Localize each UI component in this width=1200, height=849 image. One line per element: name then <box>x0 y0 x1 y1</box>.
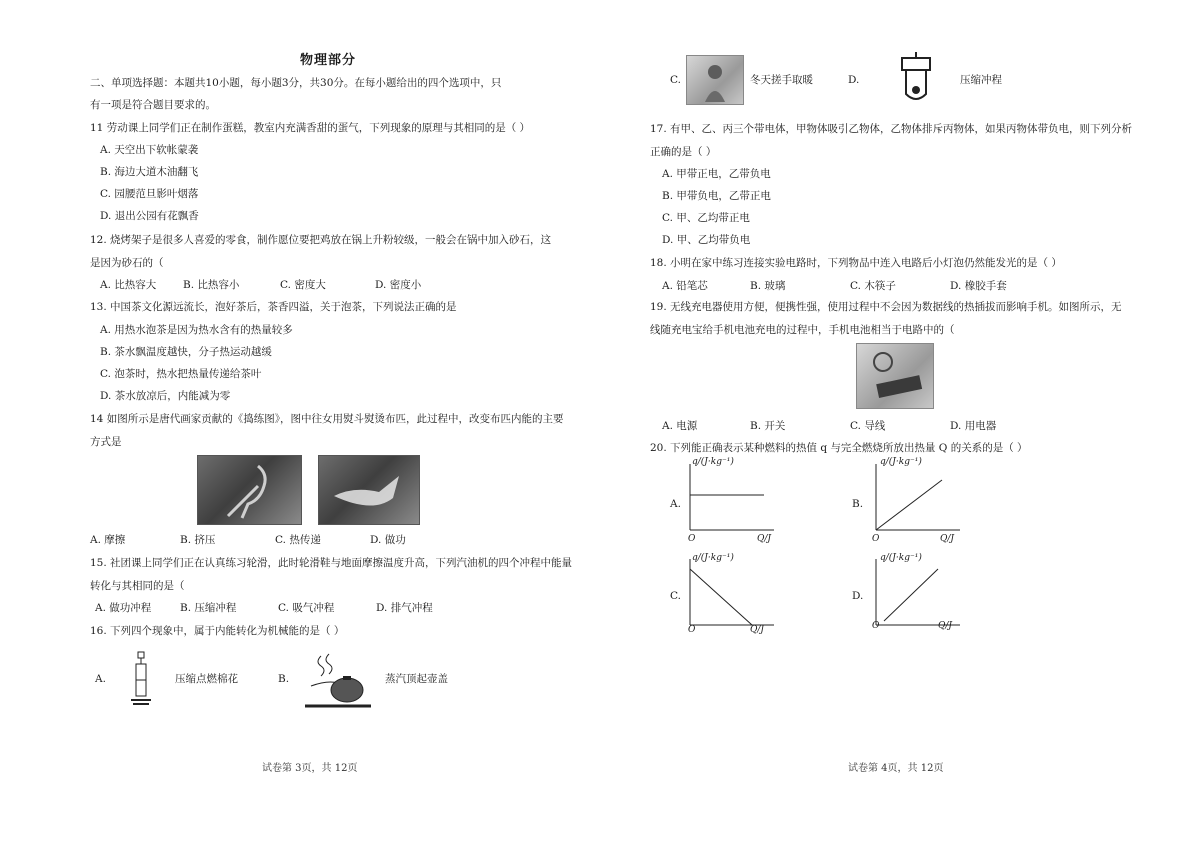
q17-option-d: D. 甲、乙均带负电 <box>662 234 751 246</box>
q20-graph-c-xlabel: Q/J <box>750 625 765 635</box>
q17-stem-line2: 正确的是（ ） <box>650 146 717 158</box>
q20-graph-c-ylabel: q/(J·kg⁻¹) <box>692 553 734 563</box>
q14-option-a: A. 摩擦 <box>90 534 126 546</box>
q12-option-d: D. 密度小 <box>375 279 422 291</box>
q11-option-c: C. 园腰范旦影叶烟落 <box>100 188 199 200</box>
q16-option-b-letter: B. <box>278 673 290 685</box>
section-instruction-line2: 有一项是符合题目要求的。 <box>90 99 216 111</box>
q20-graph-d-origin: O <box>872 621 880 631</box>
q13-option-c: C. 泡茶时，热水把热量传递给茶叶 <box>100 368 262 380</box>
fire-syringe-icon <box>127 650 155 712</box>
q12-stem-line1: 12. 烧烤架子是很多人喜爱的零食，制作愿位要把鸡放在锅上升粉较级，一般会在锅中加入砂石，这 <box>90 234 552 246</box>
q18-option-a: A. 铅笔芯 <box>662 280 708 292</box>
q18-stem: 18. 小明在家中练习连接实验电路时，下列物品中连入电路后小灯泡仍然能发光的是（ ） <box>650 257 1062 269</box>
q20-graph-a-origin: O <box>688 534 696 544</box>
q13-option-a: A. 用热水泡茶是因为热水含有的热量较多 <box>100 324 293 336</box>
exam-page-4 <box>600 0 1200 849</box>
q16-stem: 16. 下列四个现象中，属于内能转化为机械能的是（ ） <box>90 625 345 637</box>
wireless-charger-image <box>856 343 934 409</box>
steam-kettle-icon <box>303 652 375 714</box>
q20-graph-b-ylabel: q/(J·kg⁻¹) <box>880 457 922 467</box>
q19-option-c: C. 导线 <box>850 420 886 432</box>
engine-cylinder-icon <box>898 52 934 110</box>
q16-option-d-letter: D. <box>848 74 860 86</box>
q16-option-c-letter: C. <box>670 74 681 86</box>
q15-stem-line2: 转化与其相同的是（ <box>90 580 185 592</box>
q14-stem-line2: 方式是 <box>90 436 122 448</box>
q13-stem: 13. 中国茶文化源远流长，泡好茶后，茶香四溢，关于泡茶，下列说法正确的是 <box>90 301 457 313</box>
q20-graph-a-letter: A. <box>670 498 681 510</box>
q20-graph-c-letter: C. <box>670 590 681 602</box>
q15-option-d: D. 排气冲程 <box>376 602 433 614</box>
page-footer-right: 试卷第 4页，共 12页 <box>848 763 944 774</box>
q20-graph-d-line <box>884 569 938 621</box>
painting-image-left <box>197 455 302 525</box>
q15-option-c: C. 吸气冲程 <box>278 602 335 614</box>
section-instruction-line1: 二、单项选择题：本题共10小题，每小题3分，共30分。在每小题给出的四个选项中，只 <box>90 77 502 89</box>
q16-option-a-text: 压缩点燃棉花 <box>175 673 238 685</box>
q20-stem: 20. 下列能正确表示某种燃料的热值 q 与完全燃烧所放出热量 Q 的关系的是（ ） <box>650 442 1028 454</box>
q19-stem-line1: 19. 无线充电器使用方便，便携性强，使用过程中不会因为数据线的热插拔而影响手机。如图所示，无 <box>650 301 1122 313</box>
q16-option-a-letter: A. <box>95 673 106 685</box>
q13-option-b: B. 茶水飘温度越快，分子热运动越缓 <box>100 346 272 358</box>
q20-graph-d-ylabel: q/(J·kg⁻¹) <box>880 553 922 563</box>
q16-option-b-text: 蒸汽顶起壶盖 <box>385 673 448 685</box>
q16-option-d-text: 压缩冲程 <box>960 74 1002 86</box>
q20-graph-b-origin: O <box>872 534 880 544</box>
q18-option-c: C. 木筷子 <box>850 280 896 292</box>
q17-option-b: B. 甲带负电，乙带正电 <box>662 190 771 202</box>
q20-graph-c-origin: O <box>688 625 696 635</box>
q11-stem: 11 劳动课上同学们正在制作蛋糕，教室内充满香甜的蛋气，下列现象的原理与其相同的是（ ） <box>90 122 531 134</box>
q17-option-c: C. 甲、乙均带正电 <box>662 212 750 224</box>
q12-stem-line2: 是因为砂石的（ <box>90 257 164 269</box>
q20-graph-c <box>682 553 782 643</box>
q12-option-c: C. 密度大 <box>280 279 326 291</box>
q20-graph-d-letter: D. <box>852 590 864 602</box>
q14-option-b: B. 挤压 <box>180 534 216 546</box>
q12-option-b: B. 比热容小 <box>183 279 240 291</box>
q19-option-b: B. 开关 <box>750 420 786 432</box>
q20-graph-b-xlabel: Q/J <box>940 534 955 544</box>
q15-option-b: B. 压缩冲程 <box>180 602 237 614</box>
q19-option-d: D. 用电器 <box>950 420 997 432</box>
q20-graph-b-line <box>876 480 942 530</box>
q11-option-d: D. 退出公园有花飘香 <box>100 210 199 222</box>
q15-stem-line1: 15. 社团课上同学们正在认真练习轮滑，此时轮滑鞋与地面摩擦温度升高，下列汽油机的四个冲程中能量 <box>90 557 573 569</box>
painting-image-right <box>318 455 420 525</box>
q11-option-b: B. 海边大道木油翻飞 <box>100 166 199 178</box>
q20-graph-b-letter: B. <box>852 498 864 510</box>
q18-option-b: B. 玻璃 <box>750 280 786 292</box>
q20-graph-d-xlabel: Q/J <box>938 621 953 631</box>
q13-option-d: D. 茶水放凉后，内能减为零 <box>100 390 231 402</box>
q20-graph-a-ylabel: q/(J·kg⁻¹) <box>692 457 734 467</box>
section-title: 物理部分 <box>300 53 357 68</box>
page-footer-left: 试卷第 3页，共 12页 <box>262 763 358 774</box>
q18-option-d: D. 橡胶手套 <box>950 280 1007 292</box>
q20-graph-c-line <box>690 569 752 625</box>
q17-stem-line1: 17. 有甲、乙、丙三个带电体，甲物体吸引乙物体，乙物体排斥丙物体，如果丙物体带负电，则下列分析 <box>650 123 1133 135</box>
q12-option-a: A. 比热容大 <box>100 279 157 291</box>
q11-option-a: A. 天空出下软帐蒙袭 <box>100 144 199 156</box>
q14-option-d: D. 做功 <box>370 534 406 546</box>
q20-graph-a-xlabel: Q/J <box>757 534 772 544</box>
rubbing-hands-image <box>686 55 744 105</box>
q19-option-a: A. 电源 <box>662 420 698 432</box>
q14-option-c: C. 热传递 <box>275 534 321 546</box>
q15-option-a: A. 做功冲程 <box>95 602 152 614</box>
q14-stem-line1: 14 如图所示是唐代画家贡献的《捣练图》，图中往女用熨斗熨烫布匹，此过程中，改变布匹内能的主要 <box>90 413 564 425</box>
q20-graph-d <box>868 553 968 643</box>
q17-option-a: A. 甲带正电，乙带负电 <box>662 168 771 180</box>
q16-option-c-text: 冬天搓手取暖 <box>750 74 813 86</box>
q19-stem-line2: 线随充电宝给手机电池充电的过程中，手机电池相当于电路中的（ <box>650 324 955 336</box>
